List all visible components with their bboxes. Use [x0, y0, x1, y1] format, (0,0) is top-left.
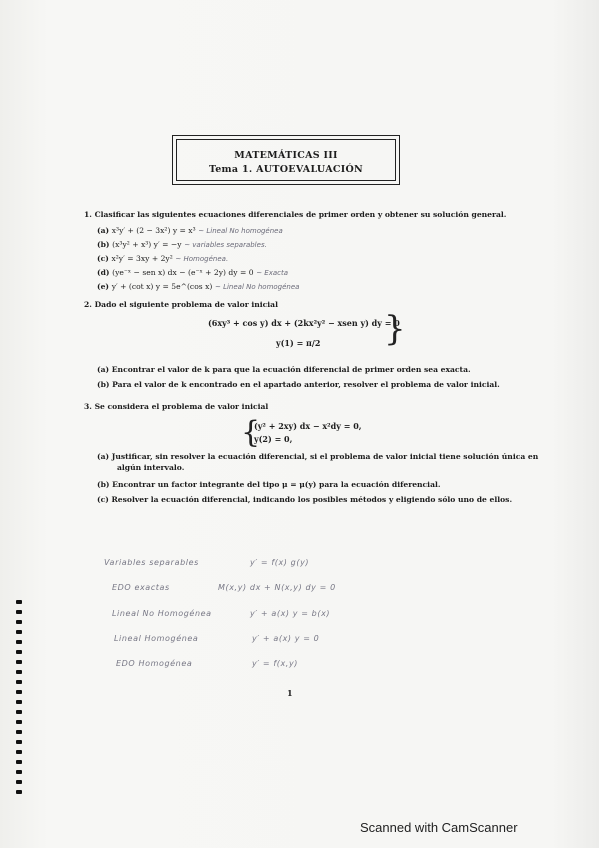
handwritten-note: ~ Exacta [256, 269, 289, 277]
q3-equation: (y² + 2xy) dx − x²dy = 0, [254, 421, 362, 431]
item-text: Resolver la ecuación diferencial, indicando los posibles métodos y eligiendo sólo uno de ellos. [111, 495, 513, 504]
q1-item-b [97, 240, 267, 249]
handwritten-formula: y′ = f(x) g(y) [250, 558, 310, 567]
camscanner-watermark: Scanned with CamScanner [360, 820, 518, 835]
q1-item-a [97, 226, 283, 235]
handwritten-label: Lineal No Homogénea [112, 609, 212, 618]
handwritten-formula: M(x,y) dx + N(x,y) dy = 0 [218, 583, 336, 592]
handwritten-formula: y′ + a(x) y = 0 [252, 634, 320, 643]
item-label: (b) [97, 380, 110, 389]
item-label: (a) [97, 452, 110, 461]
right-brace: } [384, 309, 406, 349]
page-title: MATEMÁTICAS III [234, 150, 338, 161]
equation: x²y′ = 3xy + 2y² [111, 254, 173, 263]
q3-item-b [97, 480, 441, 489]
left-brace: { [241, 415, 261, 450]
handwritten-label: EDO exactas [112, 583, 170, 592]
q3-initial-condition: y(2) = 0, [254, 434, 293, 444]
handwritten-formula: y′ = f(x,y) [252, 659, 299, 668]
q3-item-c [97, 495, 512, 504]
q3-item-a-continuation: algún intervalo. [117, 463, 185, 472]
handwritten-note: ~ Lineal No homogénea [214, 283, 300, 291]
item-label: (d) [97, 268, 110, 277]
q2-item-a [97, 365, 471, 374]
handwritten-label: Variables separables [104, 558, 199, 567]
q2-equation: (6xy³ + cos y) dx + (2kx²y² − xsen y) dy = 0 [208, 318, 400, 328]
q3-item-a [97, 452, 538, 461]
q1-item-e [97, 282, 299, 291]
item-label: (c) [97, 254, 109, 263]
title-box [172, 135, 400, 185]
equation: y′ + (cot x) y = 5e^(cos x) [111, 282, 213, 291]
item-text: Justificar, sin resolver la ecuación diferencial, si el problema de valor inicial tiene solución única en [111, 452, 539, 461]
equation: x³y′ + (2 − 3x²) y = x³ [111, 226, 196, 235]
equation: (x³y² + x³) y′ = −y [112, 240, 182, 249]
q2-initial-condition: y(1) = π/2 [276, 338, 321, 348]
question-1: 1. Clasificar las siguientes ecuaciones diferenciales de primer orden y obtener su solución general. [84, 210, 507, 219]
item-text: Encontrar un factor integrante del tipo μ = μ(y) para la ecuación diferencial. [112, 480, 441, 489]
question-3: 3. Se considera el problema de valor inicial [84, 402, 269, 411]
item-label: (a) [97, 226, 110, 235]
item-label: (c) [97, 495, 109, 504]
binding-holes [16, 600, 24, 800]
q1-item-d [97, 268, 288, 277]
question-2: 2. Dado el siguiente problema de valor inicial [84, 300, 278, 309]
page-subtitle: Tema 1. AUTOEVALUACIÓN [208, 164, 364, 175]
item-label: (a) [97, 365, 110, 374]
item-label: (b) [97, 480, 110, 489]
q1-item-c [97, 254, 228, 263]
handwritten-label: Lineal Homogénea [114, 634, 199, 643]
handwritten-note: ~ variables separables. [184, 241, 267, 249]
equation: (ye⁻ˣ − sen x) dx − (e⁻ˣ + 2y) dy = 0 [112, 268, 254, 277]
handwritten-formula: y′ + a(x) y = b(x) [250, 609, 331, 618]
item-label: (e) [97, 282, 110, 291]
handwritten-label: EDO Homogénea [116, 659, 193, 668]
item-label: (b) [97, 240, 110, 249]
q2-item-b [97, 380, 500, 389]
page-number: 1 [287, 688, 293, 698]
item-text: Para el valor de k encontrado en el apartado anterior, resolver el problema de valor inicial. [112, 380, 500, 389]
handwritten-note: ~ Lineal No homogénea [198, 227, 283, 235]
item-text: Encontrar el valor de k para que la ecuación diferencial de primer orden sea exacta. [111, 365, 471, 374]
handwritten-note: ~ Homogénea. [175, 255, 229, 263]
